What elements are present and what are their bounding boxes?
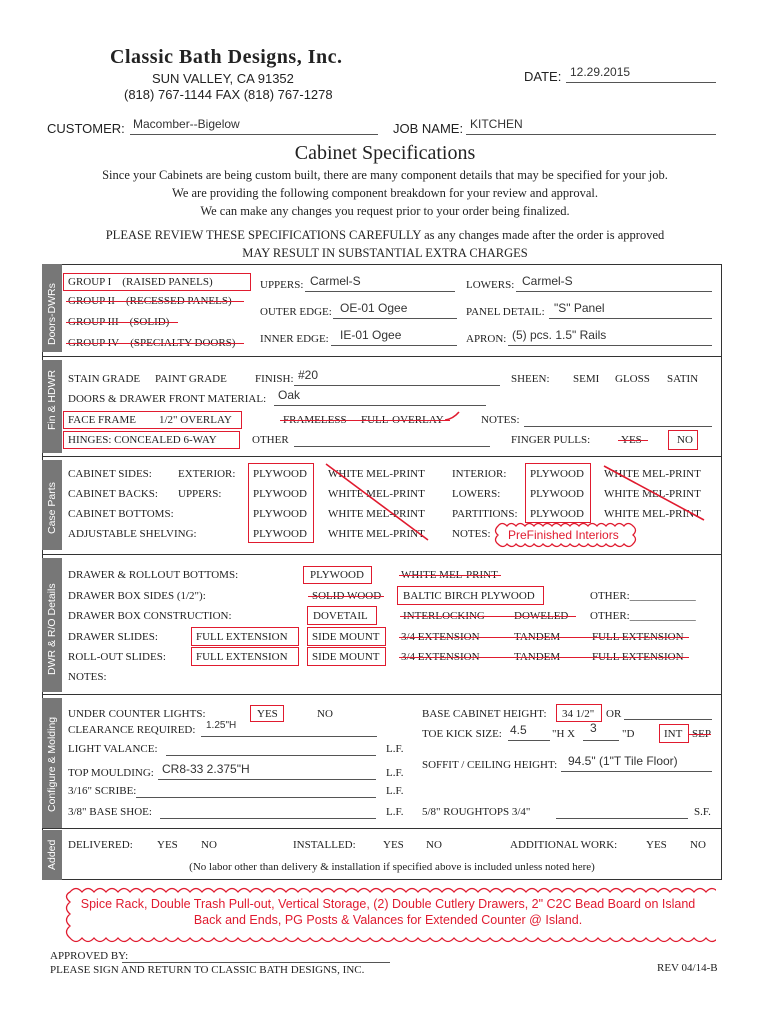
rollout-tandem[interactable]: TANDEM xyxy=(514,651,561,663)
dwr-bottoms-plywood[interactable]: PLYWOOD xyxy=(310,569,364,581)
scribe-label: 3/16" SCRIBE: xyxy=(68,785,137,797)
dwr-notes-label: NOTES: xyxy=(68,671,107,683)
dwr-doweled[interactable]: DOWELED xyxy=(514,610,569,622)
sheen-gloss[interactable]: GLOSS xyxy=(615,373,650,385)
paint-grade[interactable]: PAINT GRADE xyxy=(155,373,227,385)
tab-dwr-label: DWR & R/O Details xyxy=(46,583,58,675)
plywood-lowers[interactable]: PLYWOOD xyxy=(530,488,584,500)
dwr-interlocking[interactable]: INTERLOCKING xyxy=(403,610,485,622)
plywood-backs[interactable]: PLYWOOD xyxy=(253,488,307,500)
inner-edge-field[interactable]: IE-01 Ogee xyxy=(340,328,402,342)
toe-kick-h[interactable]: 4.5 xyxy=(510,723,527,737)
material-field[interactable]: Oak xyxy=(278,388,301,402)
dwr-slides-side[interactable]: SIDE MOUNT xyxy=(312,631,380,643)
base-height-value[interactable]: 34 1/2" xyxy=(562,708,595,720)
sheen-semi[interactable]: SEMI xyxy=(573,373,600,385)
uppers-label: UPPERS: xyxy=(260,279,304,291)
cabinet-backs-label: CABINET BACKS: xyxy=(68,488,158,500)
dwr-baltic[interactable]: BALTIC BIRCH PLYWOOD xyxy=(403,590,535,602)
clearance-field[interactable]: 1.25"H xyxy=(206,720,237,731)
dwr-slides-full[interactable]: FULL EXTENSION xyxy=(196,631,288,643)
dwr-other-2[interactable]: OTHER:____________ xyxy=(590,610,696,622)
dwr-bottoms-white[interactable]: WHITE MEL-PRINT xyxy=(401,569,498,581)
base-shoe-lf: L.F. xyxy=(386,806,404,818)
group-1-desc: (RAISED PANELS) xyxy=(122,276,213,288)
dwr-slides-label: DRAWER SLIDES: xyxy=(68,631,158,643)
half-overlay[interactable]: 1/2" OVERLAY xyxy=(159,414,232,426)
notes-case-label: NOTES: xyxy=(452,528,491,540)
soffit-label: SOFFIT / CEILING HEIGHT: xyxy=(422,759,558,771)
base-height-or: OR xyxy=(606,708,622,720)
tab-configure-label: Configure & Molding xyxy=(46,716,58,812)
intro-line-2: We are providing the following component breakdown for your review and approval. xyxy=(172,186,598,200)
interior-label: INTERIOR: xyxy=(452,468,507,480)
date-label: DATE: xyxy=(524,69,562,84)
plywood-bottoms[interactable]: PLYWOOD xyxy=(253,508,307,520)
strike-diagonal-case-1 xyxy=(324,462,434,549)
rollout-full[interactable]: FULL EXTENSION xyxy=(196,651,288,663)
group-3-desc: (SOLID) xyxy=(129,316,170,328)
date-field[interactable]: 12.29.2015 xyxy=(570,65,631,79)
stain-grade[interactable]: STAIN GRADE xyxy=(68,373,141,385)
toe-kick-hx: "H X xyxy=(552,728,576,740)
dwr-bottoms-label: DRAWER & ROLLOUT BOTTOMS: xyxy=(68,569,239,581)
panel-detail-field[interactable]: "S" Panel xyxy=(554,301,605,315)
ucl-yes[interactable]: YES xyxy=(257,708,278,720)
rollout-side[interactable]: SIDE MOUNT xyxy=(312,651,380,663)
tab-doors-label: Doors-DWRs xyxy=(46,283,58,345)
roughtops-sf: S.F. xyxy=(694,806,711,818)
company-name: Classic Bath Designs, Inc. xyxy=(110,46,343,68)
soffit-field[interactable]: 94.5" (1"T Tile Floor) xyxy=(568,754,678,768)
approved-by-label: APPROVED BY: xyxy=(50,950,129,962)
sign-return-note: PLEASE SIGN AND RETURN TO CLASSIC BATH DESIGNS, INC. xyxy=(50,964,365,976)
white-mel-lowers[interactable]: WHITE MEL-PRINT xyxy=(604,488,701,500)
strike-diagonal-case-2 xyxy=(600,462,710,529)
adj-shelving-label: ADJUSTABLE SHELVING: xyxy=(68,528,197,540)
apron-label: APRON: xyxy=(466,333,507,345)
company-city: SUN VALLEY, CA 91352 xyxy=(152,71,294,86)
tab-finhdwr-label: Fin & HDWR xyxy=(46,369,58,430)
outer-edge-label: OUTER EDGE: xyxy=(260,306,332,318)
dwr-box-sides-label: DRAWER BOX SIDES (1/2"): xyxy=(68,590,206,602)
additional-label: ADDITIONAL WORK: xyxy=(510,839,618,851)
group-4-desc: (SPECIALTY DOORS) xyxy=(130,337,236,349)
hinges[interactable]: HINGES: CONCEALED 6-WAY xyxy=(68,434,217,446)
exterior-label: EXTERIOR: xyxy=(178,468,236,480)
cabinet-sides-label: CABINET SIDES: xyxy=(68,468,152,480)
company-phone: (818) 767-1144 FAX (818) 767-1278 xyxy=(124,87,333,102)
additional-work-line-1: Spice Rack, Double Trash Pull-out, Vertical Storage, (2) Double Cutlery Drawers, 2" C2C Bead Board on Island xyxy=(80,897,696,911)
group-4-label: GROUP IV xyxy=(68,337,120,349)
uppers-field[interactable]: Carmel-S xyxy=(310,274,361,288)
apron-field[interactable]: (5) pcs. 1.5" Rails xyxy=(512,328,607,342)
toe-kick-d[interactable]: 3 xyxy=(590,721,597,735)
toe-kick-label: TOE KICK SIZE: xyxy=(422,728,502,740)
face-frame[interactable]: FACE FRAME xyxy=(68,414,136,426)
scribe-lf: L.F. xyxy=(386,785,404,797)
light-valance-label: LIGHT VALANCE: xyxy=(68,743,158,755)
lowers-case-label: LOWERS: xyxy=(452,488,501,500)
base-height-label: BASE CABINET HEIGHT: xyxy=(422,708,547,720)
dwr-solid-wood[interactable]: SOLID WOOD xyxy=(312,590,382,602)
dwr-dovetail[interactable]: DOVETAIL xyxy=(313,610,368,622)
additional-no[interactable]: NO xyxy=(690,839,706,851)
white-mel-sides[interactable]: WHITE MEL-PRINT xyxy=(328,468,425,480)
lowers-field[interactable]: Carmel-S xyxy=(522,274,573,288)
lowers-label: LOWERS: xyxy=(466,279,515,291)
partitions-label: PARTITIONS: xyxy=(452,508,518,520)
sheen-satin[interactable]: SATIN xyxy=(667,373,699,385)
plywood-sides[interactable]: PLYWOOD xyxy=(253,468,307,480)
rollout-label: ROLL-OUT SLIDES: xyxy=(68,651,166,663)
finish-field[interactable]: #20 xyxy=(298,368,319,382)
sheen-label: SHEEN: xyxy=(511,373,550,385)
strike-curve xyxy=(445,410,461,431)
material-label: DOORS & DRAWER FRONT MATERIAL: xyxy=(68,393,267,405)
warning-line-1: PLEASE REVIEW THESE SPECIFICATIONS CAREFULLY as any changes made after the order is approved xyxy=(105,228,665,242)
plywood-shelving[interactable]: PLYWOOD xyxy=(253,528,307,540)
dwr-other-1[interactable]: OTHER:____________ xyxy=(590,590,696,602)
notes-case-value: PreFinished Interiors xyxy=(508,528,619,542)
revision: REV 04/14-B xyxy=(657,962,718,974)
finger-pulls-yes[interactable]: YES xyxy=(621,434,642,446)
intro-line-3: We can make any changes you request prior to your order being finalized. xyxy=(200,204,570,218)
ucl-label: UNDER COUNTER LIGHTS: xyxy=(68,708,206,720)
white-mel-partitions[interactable]: WHITE MEL-PRINT xyxy=(604,508,701,520)
inner-edge-label: INNER EDGE: xyxy=(260,333,329,345)
top-moulding-field[interactable]: CR8-33 2.375"H xyxy=(162,762,250,776)
notes-label-fin: NOTES: xyxy=(481,414,520,426)
toe-kick-int[interactable]: INT xyxy=(664,728,683,740)
group-2-desc: (RECESSED PANELS) xyxy=(125,295,232,307)
rollout-full-2[interactable]: FULL EXTENSION xyxy=(592,651,684,663)
finish-label: FINISH: xyxy=(255,373,294,385)
installed-no[interactable]: NO xyxy=(426,839,442,851)
clearance-label: CLEARANCE REQUIRED: xyxy=(68,724,196,736)
white-mel-interior[interactable]: WHITE MEL-PRINT xyxy=(604,468,701,480)
white-mel-shelving[interactable]: WHITE MEL-PRINT xyxy=(328,528,425,540)
warning-line-2: MAY RESULT IN SUBSTANTIAL EXTRA CHARGES xyxy=(242,246,528,260)
group-1-label: GROUP I xyxy=(68,276,112,288)
delivered-no[interactable]: NO xyxy=(201,839,217,851)
white-mel-bottoms[interactable]: WHITE MEL-PRINT xyxy=(328,508,425,520)
top-moulding-label: TOP MOULDING: xyxy=(68,767,154,779)
finger-pulls-no[interactable]: NO xyxy=(677,434,693,446)
panel-detail-label: PANEL DETAIL: xyxy=(466,306,545,318)
white-mel-backs[interactable]: WHITE MEL-PRINT xyxy=(328,488,425,500)
full-overlay[interactable]: FULL-OVERLAY xyxy=(361,414,444,426)
dwr-construction-label: DRAWER BOX CONSTRUCTION: xyxy=(68,610,232,622)
uppers-case-label: UPPERS: xyxy=(178,488,222,500)
additional-work-line-2: Back and Ends, PG Posts & Valances for Extended Counter @ Island. xyxy=(193,913,583,927)
job-name-field[interactable]: KITCHEN xyxy=(470,117,523,131)
light-valance-lf: L.F. xyxy=(386,743,404,755)
rollout-three[interactable]: 3/4 EXTENSION xyxy=(401,651,480,663)
dwr-slides-three[interactable]: 3/4 EXTENSION xyxy=(401,631,480,643)
other-label: OTHER xyxy=(252,434,289,446)
tab-caseparts-label: Case Parts xyxy=(46,482,58,534)
cabinet-bottoms-label: CABINET BOTTOMS: xyxy=(68,508,174,520)
group-2-label: GROUP II xyxy=(68,295,115,307)
dwr-slides-tandem[interactable]: TANDEM xyxy=(514,631,561,643)
outer-edge-field[interactable]: OE-01 Ogee xyxy=(340,301,408,315)
plywood-partitions[interactable]: PLYWOOD xyxy=(530,508,584,520)
group-3-label: GROUP III xyxy=(68,316,119,328)
page-title: Cabinet Specifications xyxy=(294,142,476,164)
job-name-label: JOB NAME: xyxy=(393,121,464,136)
ucl-no[interactable]: NO xyxy=(317,708,333,720)
customer-label: CUSTOMER: xyxy=(47,121,125,136)
base-shoe-label: 3/8" BASE SHOE: xyxy=(68,806,152,818)
top-moulding-lf: L.F. xyxy=(386,767,404,779)
delivered-yes[interactable]: YES xyxy=(157,839,178,851)
delivered-label: DELIVERED: xyxy=(68,839,133,851)
additional-yes[interactable]: YES xyxy=(646,839,667,851)
installed-label: INSTALLED: xyxy=(293,839,356,851)
roughtops-label: 5/8" ROUGHTOPS 3/4" xyxy=(422,806,531,818)
labor-note: (No labor other than delivery & installation if specified above is included unless noted here) xyxy=(189,861,595,873)
toe-kick-sep[interactable]: SEP xyxy=(692,728,711,740)
plywood-interior[interactable]: PLYWOOD xyxy=(530,468,584,480)
installed-yes[interactable]: YES xyxy=(383,839,404,851)
finger-pulls-label: FINGER PULLS: xyxy=(511,434,591,446)
toe-kick-d-label: "D xyxy=(622,728,635,740)
frameless[interactable]: FRAMELESS xyxy=(283,414,347,426)
tab-added-label: Added xyxy=(46,839,58,870)
dwr-slides-full-2[interactable]: FULL EXTENSION xyxy=(592,631,684,643)
customer-field[interactable]: Macomber--Bigelow xyxy=(133,117,240,131)
intro-line-1: Since your Cabinets are being custom built, there are many component details that may be specified for your job. xyxy=(102,168,668,182)
